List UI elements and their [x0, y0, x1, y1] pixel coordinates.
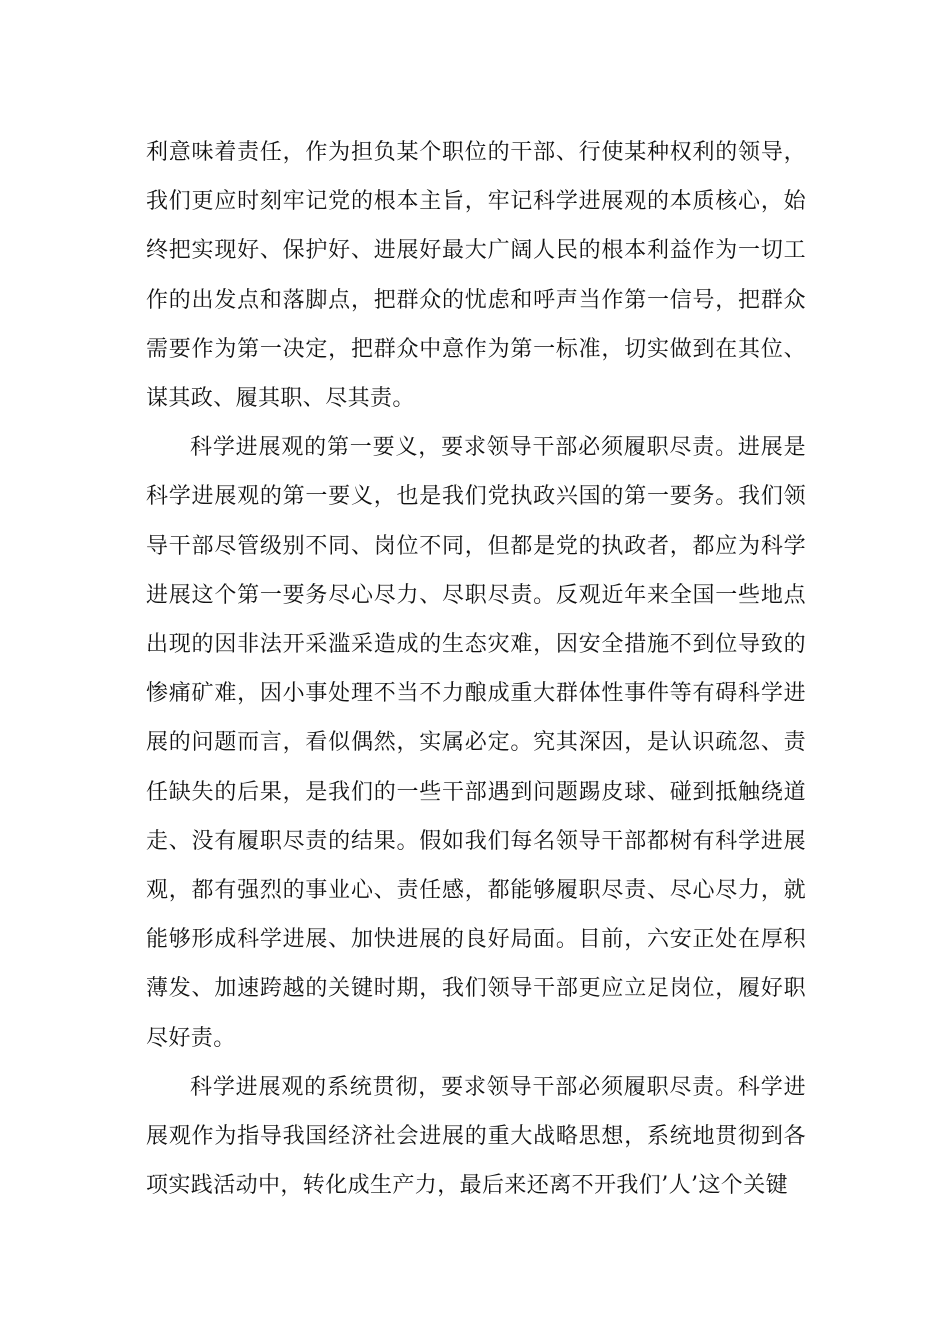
paragraph-continued: 利意味着责任，作为担负某个职位的干部、行使某种权利的领导，我们更应时刻牢记党的根本主旨，牢记科学进展观的本质核心，始终把实现好、保护好、进展好最大广阔人民的根本利益作为一切工作的出发点和落脚点，把群众的忧虑和呼声当作第一信号，把群众需要作为第一决定，把群众中意作为第一标准，切实做到在其位、谋其政、履其职、尽其责。: [146, 140, 806, 412]
paragraph-systematic-implementation: 科学进展观的系统贯彻，要求领导干部必须履职尽责。科学进展观作为指导我国经济社会进展的重大战略思想，系统地贯彻到各项实践活动中，转化成生产力，最后来还离不开我们’人’这个关键: [146, 1074, 806, 1199]
paragraph-first-essence: 科学进展观的第一要义，要求领导干部必须履职尽责。进展是科学进展观的第一要义，也是我们党执政兴国的第一要务。我们领导干部尽管级别不同、岗位不同，但都是党的执政者，都应为科学进展这个第一要务尽心尽力、尽职尽责。反观近年来全国一些地点出现的因非法开采滥采造成的生态灾难，因安全措施不到位导致的惨痛矿难，因小事处理不当不力酿成重大群体性事件等有碍科学进展的问题而言，看似偶然，实属必定。究其深因，是认识疏忽、责任缺失的后果，是我们的一些干部遇到问题踢皮球、碰到抵触绕道走、没有履职尽责的结果。假如我们每名领导干部都树有科学进展观，都有强烈的事业心、责任感，都能够履职尽责、尽心尽力，就能够形成科学进展、加快进展的良好局面。目前，六安正处在厚积薄发、加速跨越的关键时期，我们领导干部更应立足岗位，履好职尽好责。: [146, 435, 806, 1051]
document-body: [146, 128, 806, 1210]
